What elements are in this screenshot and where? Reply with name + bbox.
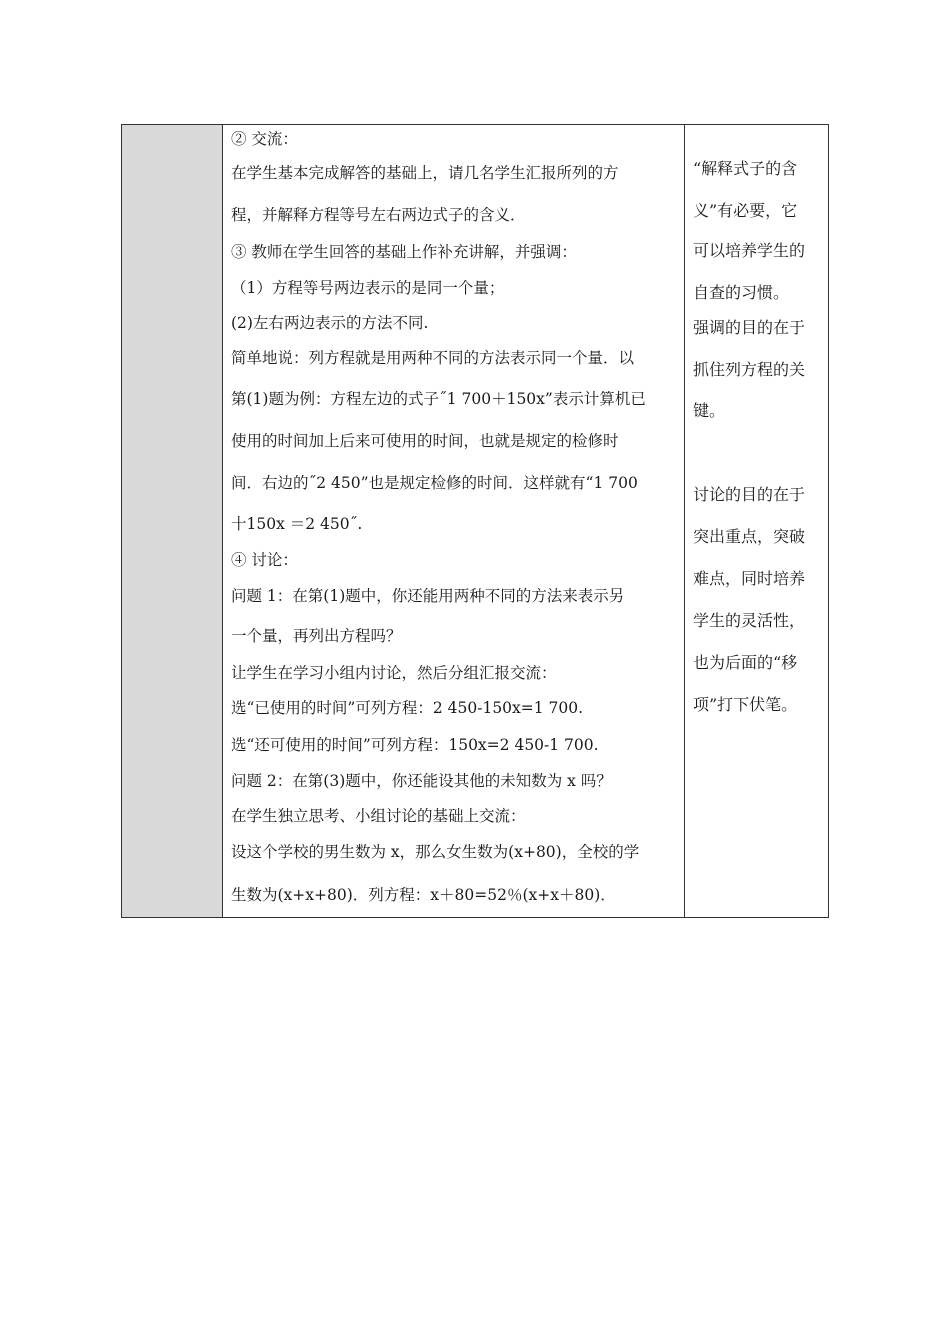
main-line: （1）方程等号两边表示的是同一个量； <box>231 279 505 297</box>
main-line: ③ 教师在学生回答的基础上作补充讲解，并强调： <box>231 243 577 261</box>
note-line: 可以培养学生的 <box>693 241 806 260</box>
note-line: 强调的目的在于 <box>693 318 806 337</box>
main-line: 十150x ＝2 450˝. <box>231 515 363 533</box>
notes-column <box>685 125 828 917</box>
main-line: 生数为(x+x+80)．列方程：x＋80=52％(x+x＋80)． <box>231 886 616 904</box>
main-line: 选“还可使用的时间”可列方程：150x=2 450-1 700. <box>231 736 599 754</box>
main-line: 一个量，再列出方程吗？ <box>231 627 402 645</box>
main-line: ④ 讨论： <box>231 551 298 569</box>
note-line: 键。 <box>693 401 726 420</box>
main-line: ② 交流： <box>231 130 298 148</box>
note-line: 难点，同时培养 <box>693 569 806 588</box>
main-line: 在学生基本完成解答的基础上，请几名学生汇报所列的方 <box>231 164 619 182</box>
main-content-column <box>223 125 685 917</box>
main-line: (2)左右两边表示的方法不同. <box>231 314 429 332</box>
left-column <box>122 125 223 917</box>
note-line: 抓住列方程的关 <box>693 360 806 379</box>
main-line: 让学生在学习小组内讨论，然后分组汇报交流： <box>231 664 557 682</box>
note-line: 突出重点，突破 <box>693 527 806 546</box>
note-line: 讨论的目的在于 <box>693 485 806 504</box>
main-line: 使用的时间加上后来可使用的时间，也就是规定的检修时 <box>231 432 619 450</box>
main-line: 程，并解释方程等号左右两边式子的含义． <box>231 206 526 224</box>
lesson-table <box>121 124 829 918</box>
note-line: 学生的灵活性， <box>693 611 806 630</box>
main-line: 选“已使用的时间”可列方程：2 450-150x=1 700. <box>231 699 584 717</box>
main-line: 在学生独立思考、小组讨论的基础上交流： <box>231 807 526 825</box>
main-line: 间．右边的˝2 450”也是规定检修的时间．这样就有“1 700 <box>231 474 638 492</box>
note-line: 也为后面的“移 <box>693 653 798 672</box>
main-line: 第(1)题为例：方程左边的式子˝1 700＋150x”表示计算机已 <box>231 390 646 408</box>
note-line: “解释式子的含 <box>693 159 798 178</box>
main-line: 问题 1：在第(1)题中，你还能用两种不同的方法来表示另 <box>231 587 625 605</box>
main-line: 设这个学校的男生数为 x，那么女生数为(x+80)，全校的学 <box>231 843 640 861</box>
note-line: 义”有必要，它 <box>693 201 798 220</box>
main-line: 简单地说：列方程就是用两种不同的方法表示同一个量．以 <box>231 349 635 367</box>
main-line: 问题 2：在第(3)题中，你还能设其他的未知数为 x 吗？ <box>231 772 612 790</box>
note-line: 自查的习惯。 <box>693 283 790 302</box>
note-line: 项”打下伏笔。 <box>693 695 798 714</box>
